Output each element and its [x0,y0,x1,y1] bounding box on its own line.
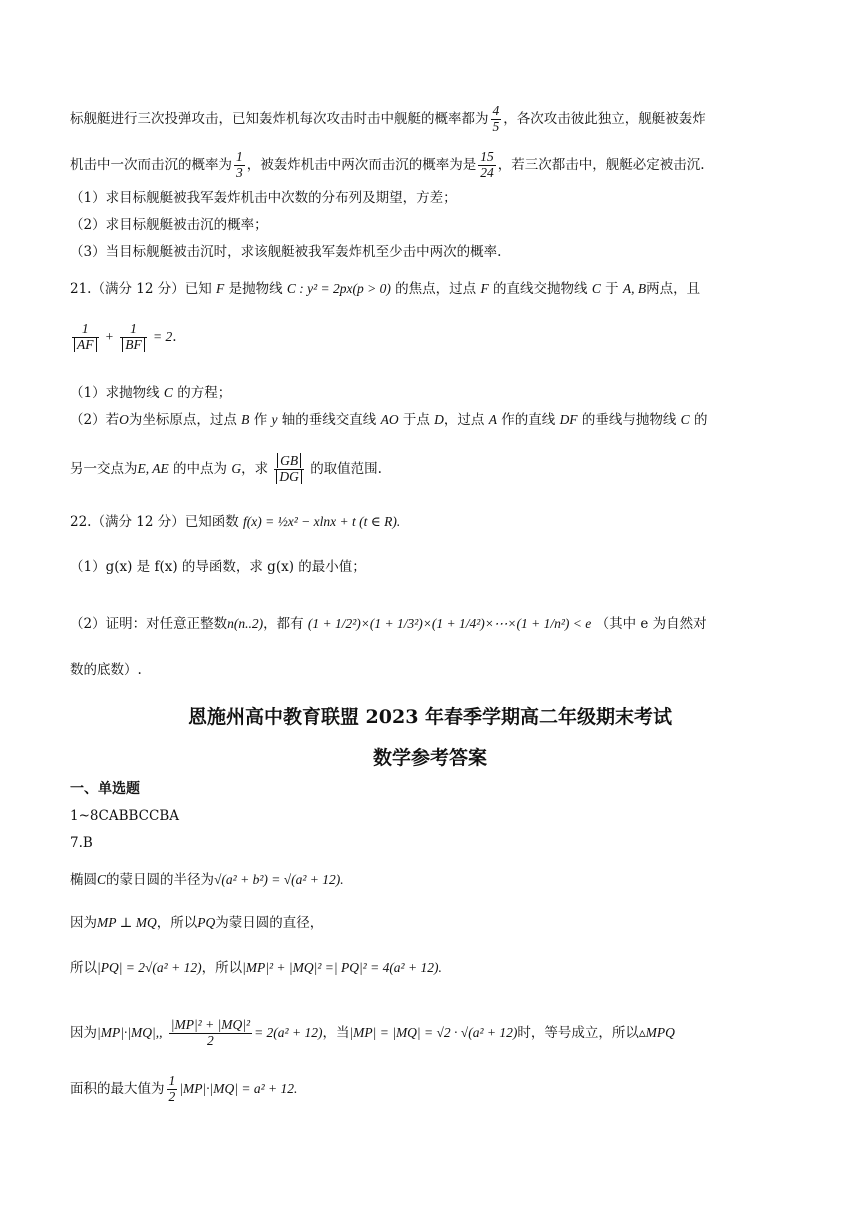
math: |MP|² + |MQ|² =| PQ|² = 4(a² + 12). [242,960,442,975]
p22-q2-line1 [70,614,707,634]
math: = 2(a² + 12) [254,1024,323,1040]
math: |PQ| = 2√(a² + 12) [97,960,202,975]
denominator: 2 [207,1032,214,1048]
text: 所以 [70,960,97,976]
p21-q1 [70,383,231,403]
p22-intro [70,512,400,532]
text: 因为 [70,915,97,931]
text: 是抛物线 [228,281,283,297]
math: |MP| = |MQ| = √2 · √(a² + 12) [349,1024,518,1040]
numerator: 1 [72,322,99,338]
denominator [274,470,304,485]
text: 的方程； [177,385,232,401]
math: A, B [622,281,647,296]
math: O [119,412,129,427]
math: C [97,872,107,887]
text: ，若三次都击中，舰艇必定被击沉. [497,156,705,173]
math: AO [380,412,399,427]
math: G [231,460,242,476]
numerator: 1 [168,1073,176,1088]
denominator [72,338,99,353]
solution-line2 [70,913,323,933]
math: D [434,412,444,427]
solution-line1 [70,870,344,890]
numerator: 1 [120,322,147,338]
denominator: 3 [236,164,243,180]
text: 标舰艇进行三次投弹攻击，已知轰炸机每次攻击时击中舰艇的概率都为 [70,110,489,127]
p20-q3: （3）当目标舰艇被击沉时，求该舰艇被我军轰炸机至少击中两次的概率. [70,244,502,260]
math: C [163,385,173,400]
text: 椭圆 [70,872,97,888]
math: F [480,281,489,296]
text: 的蒙日圆的半径为 [106,872,215,888]
math: C [680,412,690,427]
text: 因为 [70,1024,97,1041]
text: 面积的最大值为 [70,1080,165,1097]
fraction [72,322,99,353]
math: A [488,412,497,427]
text: （2）证明：对任意正整数 [70,616,228,632]
text: 为坐标原点，过点 [128,412,237,428]
math: C [591,281,601,296]
fraction [169,1018,252,1049]
text: 22.（满分 12 分）已知函数 [70,514,239,530]
p22-q1: （1）g(x) 是 f(x) 的导函数，求 g(x) 的最小值； [70,559,366,575]
p21-q2-line1 [70,410,707,430]
text: 轴的垂线交直线 [281,412,377,428]
text: 于点 [402,412,430,428]
p20-line1 [70,104,706,135]
denominator [120,338,147,353]
text: 机击中一次而击沉的概率为 [70,156,232,173]
section-heading: 一、单选题 [70,781,140,797]
p20-q1: （1）求目标舰艇被我军轰炸机击中次数的分布列及期望，方差； [70,190,457,206]
text: ，所以 [201,960,243,976]
p22-q2-line2: 数的底数）. [70,662,142,678]
math: DF [559,412,578,427]
solution-line5 [70,1074,297,1105]
math: F [216,281,225,296]
text: 于 [605,281,619,297]
text: 为蒙日圆的直径， [215,915,324,931]
math: = 2 [153,328,173,344]
text: （2）若 [70,412,120,428]
math: (1 + 1/2²)×(1 + 1/3²)×(1 + 1/4²)×⋯×(1 + 1/n²) < e [307,616,592,631]
fraction [491,104,502,135]
text: 的取值范围. [310,460,382,477]
text: ，当 [322,1024,350,1041]
p20-q2: （2）求目标舰艇被击沉的概率； [70,217,268,233]
text: （1）求抛物线 [70,385,160,401]
numerator: |MP|² + |MQ|² [170,1017,251,1032]
answer-title: 恩施州高中教育联盟 2023 年春季学期高二年级期末考试 [187,706,673,728]
fraction [274,454,304,485]
fraction [120,322,147,353]
text: 的 [693,412,708,428]
p21-q2-line2 [70,454,382,485]
abs: AF [74,337,97,352]
math: E, AE [137,460,169,476]
answer-subtitle: 数学参考答案 [372,747,487,769]
math: C : y² = 2px(p > 0) [286,281,391,296]
math: y [271,412,278,427]
math: B [241,412,250,427]
numerator [274,454,304,470]
fraction [167,1074,178,1105]
denominator: 24 [480,164,494,180]
text: （其中 e 为自然对 [595,616,707,632]
item-7: 7.B [70,835,93,851]
math: |MP|·|MQ| = a² + 12. [179,1080,298,1096]
solution-line3 [70,958,442,978]
abs: DG [276,469,302,484]
text: 的焦点，过点 [395,281,477,297]
numerator: 1 [236,149,243,164]
text: 作的直线 [501,412,556,428]
text: 作 [253,412,268,428]
numerator: 15 [480,149,494,164]
p21-condition: $\frac{1}{AF}$ + $\frac{1}{BF}$ = 2. [70,322,177,353]
choice-answers: 1~8CABBCCBA [70,808,179,824]
text: 的中点为 [173,460,228,477]
math: MP ⊥ MQ [97,915,157,930]
math: n(n..2) [227,616,264,631]
solution-line4 [70,1018,675,1049]
math: f(x) = ½x² − xlnx + t (t ∈ R). [243,514,401,529]
text: ，各次攻击彼此独立，舰艇被轰炸 [503,110,706,127]
text: 两点，且 [646,281,701,297]
text: ，过点 [443,412,485,428]
text: 时，等号成立，所以 [517,1024,639,1041]
p21-intro [70,279,700,299]
numerator: 4 [492,103,500,118]
text: 的直线交抛物线 [493,281,588,297]
p20-line2 [70,150,705,181]
text: ，所以 [156,915,198,931]
math: √(a² + b²) = √(a² + 12). [214,872,344,887]
fraction [478,150,496,181]
text: ，被轰炸机击中两次而击沉的概率为是 [246,156,477,173]
math: PQ [197,915,216,930]
denominator: 5 [492,118,500,134]
math: ▵MPQ [638,1024,675,1040]
abs: BF [122,337,145,352]
text: ，都有 [263,616,304,632]
text: 另一交点为 [70,460,138,477]
abs: GB [277,453,301,468]
text: 的垂线与抛物线 [581,412,677,428]
text: ，求 [241,460,269,477]
text: 21.（满分 12 分）已知 [70,281,212,297]
math: |MP|·|MQ|,, [97,1024,163,1040]
fraction [234,150,245,181]
denominator: 2 [168,1088,176,1104]
